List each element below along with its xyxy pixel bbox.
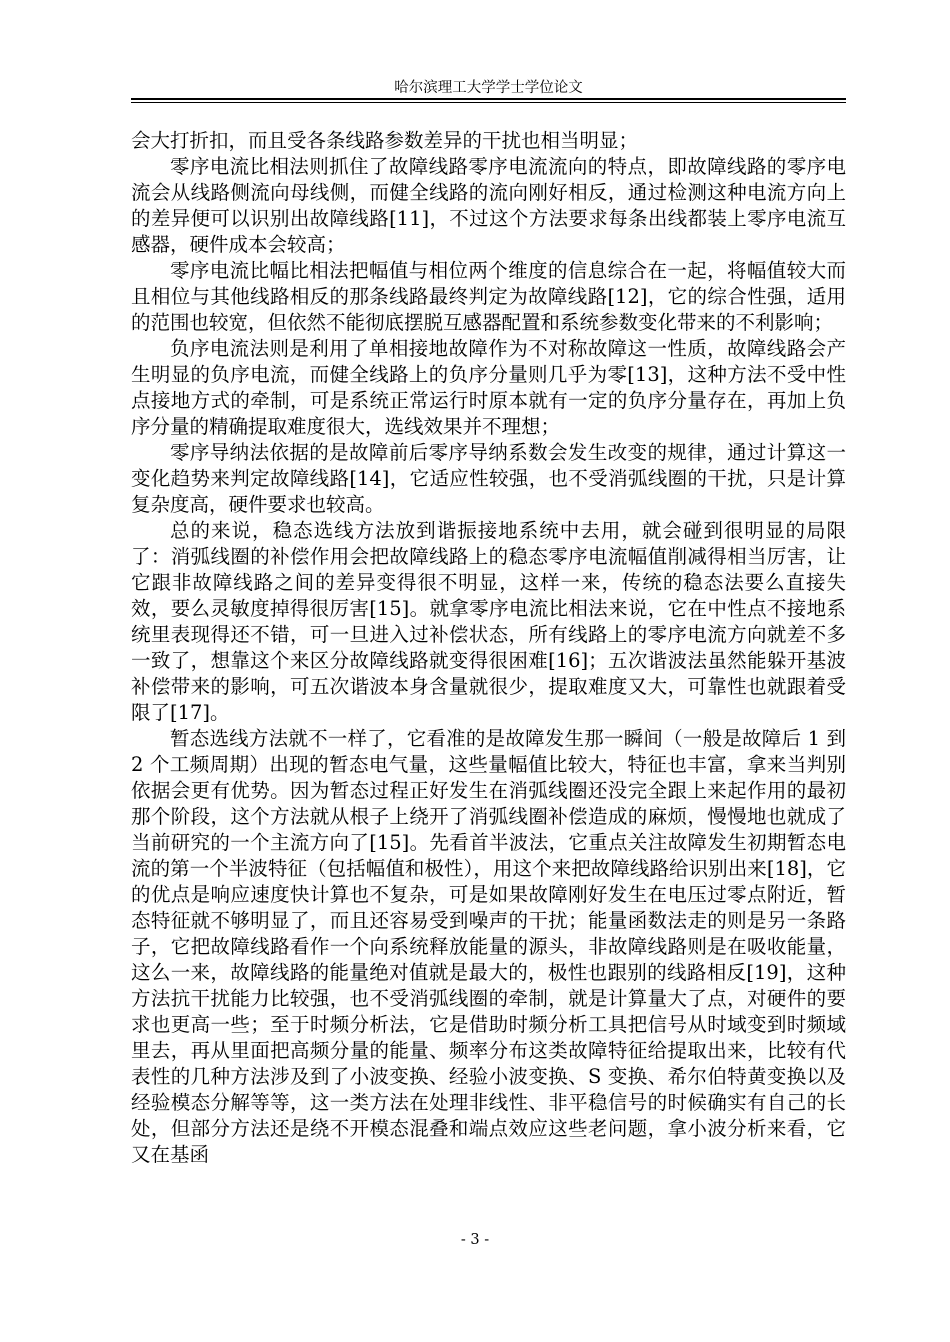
paragraph: 会大打折扣，而且受各条线路参数差异的干扰也相当明显；	[131, 129, 639, 152]
paragraph: 负序电流法则是利用了单相接地故障作为不对称故障这一性质，故障线路会产生明显的负序电流，而健全线路上的负序分量则几乎为零[13]，这种方法不受中性点接地方式的牵制，可是系统正常运行时原本就有一定的负序分量存在，再加上负序分量的精确提取难度很大，选线效果并不理想；	[131, 337, 846, 438]
paragraph: 总的来说，稳态选线方法放到谐振接地系统中去用，就会碰到很明显的局限了：消弧线圈的补偿作用会把故障线路上的稳态零序电流幅值削减得相当厉害，让它跟非故障线路之间的差异变得很不明显，这样一来，传统的稳态法要么直接失效，要么灵敏度掉得很厉害[15]。就拿零序电流比相法来说，它在中性点不接地系统里表现得还不错，可一旦进入过补偿状态，所有线路上的零序电流方向就差不多一致了，想靠这个来区分故障线路就变得很困难[16]；五次谐波法虽然能躲开基波补偿带来的影响，可五次谐波本身含量就很少，提取难度又大，可靠性也就跟着受限了[17]。	[131, 519, 846, 724]
paragraph: 零序电流比相法则抓住了故障线路零序电流流向的特点，即故障线路的零序电流会从线路侧流向母线侧，而健全线路的流向刚好相反，通过检测这种电流方向上的差异便可以识别出故障线路[11]，不过这个方法要求每条出线都装上零序电流互感器，硬件成本会较高；	[131, 155, 846, 256]
paragraph: 零序导纳法依据的是故障前后零序导纳系数会发生改变的规律，通过计算这一变化趋势来判定故障线路[14]，它适应性较强，也不受消弧线圈的干扰，只是计算复杂度高，硬件要求也较高。	[131, 441, 846, 516]
body-text	[131, 128, 846, 1168]
paragraph: 零序电流比幅比相法把幅值与相位两个维度的信息综合在一起，将幅值较大而且相位与其他线路相反的那条线路最终判定为故障线路[12]，它的综合性强，适用的范围也较宽，但依然不能彻底摆脱互感器配置和系统参数变化带来的不利影响；	[131, 259, 846, 334]
page-number: - 3 -	[460, 1232, 490, 1248]
header-rule-thin	[131, 102, 846, 103]
paragraph: 暂态选线方法就不一样了，它看准的是故障发生那一瞬间（一般是故障后 1 到 2 个工频周期）出现的暂态电气量，这些量幅值比较大，特征也丰富，拿来当判别依据会更有优势。因为暂态过程正好发生在消弧线圈还没完全跟上来起作用的最初那个阶段，这个方法就从根子上绕开了消弧线圈补偿造成的麻烦，慢慢地也就成了当前研究的一个主流方向了[15]。先看首半波法，它重点关注故障发生初期暂态电流的第一个半波特征（包括幅值和极性），用这个来把故障线路给识别出来[18]，它的优点是响应速度快计算也不复杂，可是如果故障刚好发生在电压过零点附近，暂态特征就不够明显了，而且还容易受到噪声的干扰；能量函数法走的则是另一条路子，它把故障线路看作一个向系统释放能量的源头，非故障线路则是在吸收能量，这么一来，故障线路的能量绝对值就是最大的，极性也跟别的线路相反[19]，这种方法抗干扰能力比较强，也不受消弧线圈的牵制，就是计算量大了点，对硬件的要求也更高一些；至于时频分析法，它是借助时频分析工具把信号从时域变到时频域里去，再从里面把高频分量的能量、频率分布这类故障特征给提取出来，比较有代表性的几种方法涉及到了小波变换、经验小波变换、S 变换、希尔伯特黄变换以及经验模态分解等等，这一类方法在处理非线性、非平稳信号的时候确实有自己的长处，但部分方法还是绕不开模态混叠和端点效应这些老问题，拿小波分析来看，它又在基函	[131, 727, 846, 1166]
page-header-title: 哈尔滨理工大学学士学位论文	[394, 80, 583, 96]
header-rule-thick	[131, 98, 846, 100]
